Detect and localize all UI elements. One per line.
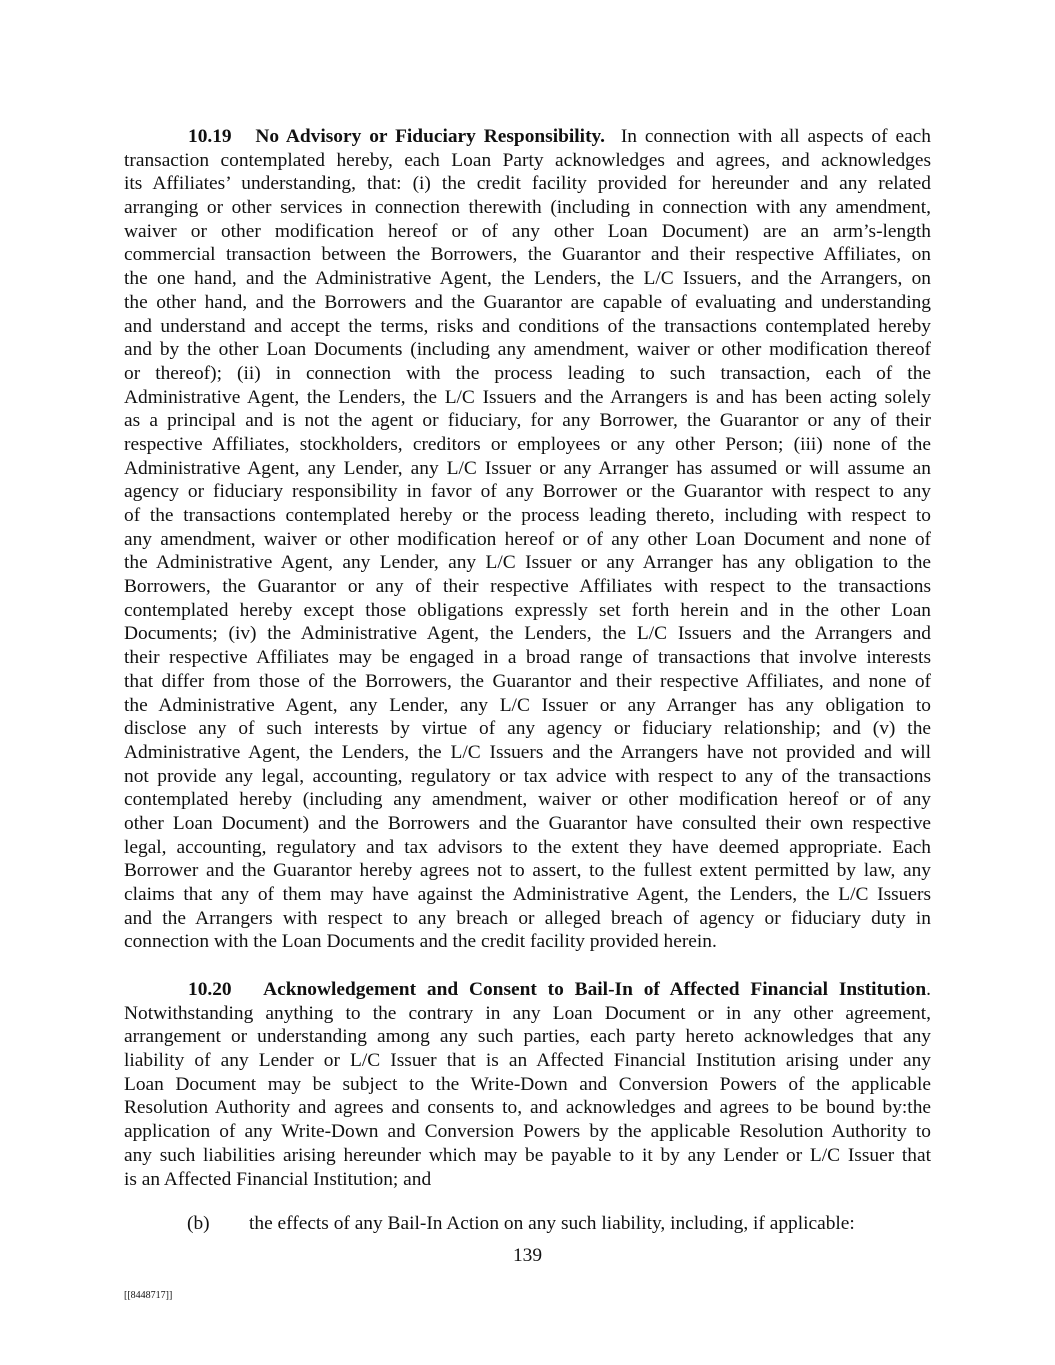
page-number: 139 <box>512 1245 543 1266</box>
text-line: the one hand, and the Administrative Agent, the Lenders, the L/C Issuers, and the Arrangers, on <box>124 268 931 290</box>
text-line: its Affiliates’ understanding, that: (i) the credit facility provided for hereunder and any related <box>124 173 931 195</box>
text-line: agency or fiduciary responsibility in favor of any Borrower or the Guarantor with respect to any <box>124 481 931 503</box>
text-line: as a principal and is not the agent or fiduciary, for any Borrower, the Guarantor or any of their <box>124 410 931 432</box>
text-line: Administrative Agent, the Lenders, the L/C Issuers and the Arrangers have not provided and will <box>124 741 931 763</box>
text-line: of the transactions contemplated hereby or the process leading thereto, including with respect to <box>124 505 931 526</box>
section-10-20-heading-line: 10.20 Acknowledgement and Consent to Bail-In of Affected Financial Institution. <box>188 979 931 1000</box>
text-line: and understand and accept the terms, risks and conditions of the transactions contemplated hereby <box>124 315 931 337</box>
section-10-19-first-line: 10.19 No Advisory or Fiduciary Responsibility. In connection with all aspects of each <box>188 126 931 147</box>
section-10-20-heading: 10.20 Acknowledgement and Consent to Bail-In of Affected Financial Institution <box>188 979 927 1000</box>
list-item-text: the effects of any Bail-In Action on any such liability, including, if applicable: <box>249 1213 855 1234</box>
text-line: Documents; (iv) the Administrative Agent, the Lenders, the L/C Issuers and the Arrangers and <box>124 623 931 645</box>
text-line: Notwithstanding anything to the contrary in any Loan Document or in any other agreement, <box>124 1002 931 1024</box>
list-item-b <box>187 1212 855 1236</box>
text-line: Borrower and the Guarantor hereby agrees not to assert, to the fullest extent permitted by law, any <box>124 860 931 882</box>
text-line: disclose any of such interests by virtue of any agency or fiduciary relationship; and (v) the <box>124 718 931 740</box>
text-line: arranging or other services in connection therewith (including in connection with any amendment, <box>124 197 931 219</box>
text-line: connection with the Loan Documents and the credit facility provided herein. <box>124 931 717 953</box>
document-id: [[8448717]] <box>124 1290 173 1301</box>
section-10-20 <box>124 978 931 1191</box>
text-line: or thereof); (ii) in connection with the process leading to such transaction, each of the <box>124 362 931 384</box>
text-line: and by the other Loan Documents (including any amendment, waiver or other modification thereof <box>124 339 931 361</box>
text-line: other Loan Document) and the Borrowers and the Guarantor have consulted their own respective <box>124 812 931 834</box>
text-line: application of any Write-Down and Conversion Powers by the applicable Resolution Authority to <box>124 1121 931 1143</box>
section-10-19 <box>124 125 931 954</box>
text-line: and the Arrangers with respect to any breach or alleged breach of agency or fiduciary duty in <box>124 907 931 929</box>
text-line: transaction contemplated hereby, each Loan Party acknowledges and agrees, and acknowledges <box>124 149 931 171</box>
text-line: contemplated hereby (including any amendment, waiver or other modification hereof or of any <box>124 789 931 811</box>
text-line: legal, accounting, regulatory and tax advisors to the extent they have deemed appropriate. Each <box>124 836 931 858</box>
section-10-19-heading: 10.19 No Advisory or Fiduciary Responsibility. <box>188 126 605 147</box>
text-line: contemplated hereby except those obligations expressly set forth herein and in the other Loan <box>124 599 931 621</box>
text-line: Loan Document may be subject to the Write-Down and Conversion Powers of the applicable <box>124 1073 931 1095</box>
text-line: respective Affiliates, stockholders, creditors or employees or any other Person; (iii) none of the <box>124 433 931 455</box>
text-line: their respective Affiliates may be engaged in a broad range of transactions that involve interests <box>124 647 931 669</box>
text-line: any such liabilities arising hereunder which may be payable to it by any Lender or L/C Issuer that <box>124 1144 931 1166</box>
text-line: commercial transaction between the Borrowers, the Guarantor and their respective Affiliates, on <box>124 244 931 266</box>
text-line: liability of any Lender or L/C Issuer that is an Affected Financial Institution arising under any <box>124 1050 931 1072</box>
list-item-label: (b) <box>187 1213 210 1234</box>
text-line: the Administrative Agent, any Lender, any L/C Issuer or any Arranger has any obligation to the <box>124 552 931 574</box>
text-line: any amendment, waiver or other modification hereof or of any other Loan Document and none of <box>124 528 931 550</box>
text-line: that differ from those of the Borrowers, the Guarantor and their respective Affiliates, and none of <box>124 670 931 692</box>
text-line: Administrative Agent, any Lender, any L/C Issuer or any Arranger has assumed or will assume an <box>124 457 931 479</box>
text-line: not provide any legal, accounting, regulatory or tax advice with respect to any of the transactions <box>124 765 931 787</box>
text-line: is an Affected Financial Institution; and <box>124 1168 432 1190</box>
text-line: the Administrative Agent, any Lender, any L/C Issuer or any Arranger has any obligation to <box>124 694 931 716</box>
text-line: Administrative Agent, the Lenders, the L/C Issuers and the Arrangers is and has been acting solely <box>124 386 931 408</box>
text-line: Borrowers, the Guarantor or any of their respective Affiliates with respect to the transactions <box>124 576 931 598</box>
text-line: Resolution Authority and agrees and consents to, and acknowledges and agrees to be bound by:the <box>124 1097 931 1119</box>
text-line: the other hand, and the Borrowers and the Guarantor are capable of evaluating and understanding <box>124 291 931 313</box>
text-line: arrangement or understanding among any such parties, each party hereto acknowledges that any <box>124 1026 931 1048</box>
text-line: waiver or other modification hereof or of any other Loan Document) are an arm’s-length <box>124 220 931 242</box>
text-line: claims that any of them may have against the Administrative Agent, the Lenders, the L/C Issuers <box>124 884 931 905</box>
